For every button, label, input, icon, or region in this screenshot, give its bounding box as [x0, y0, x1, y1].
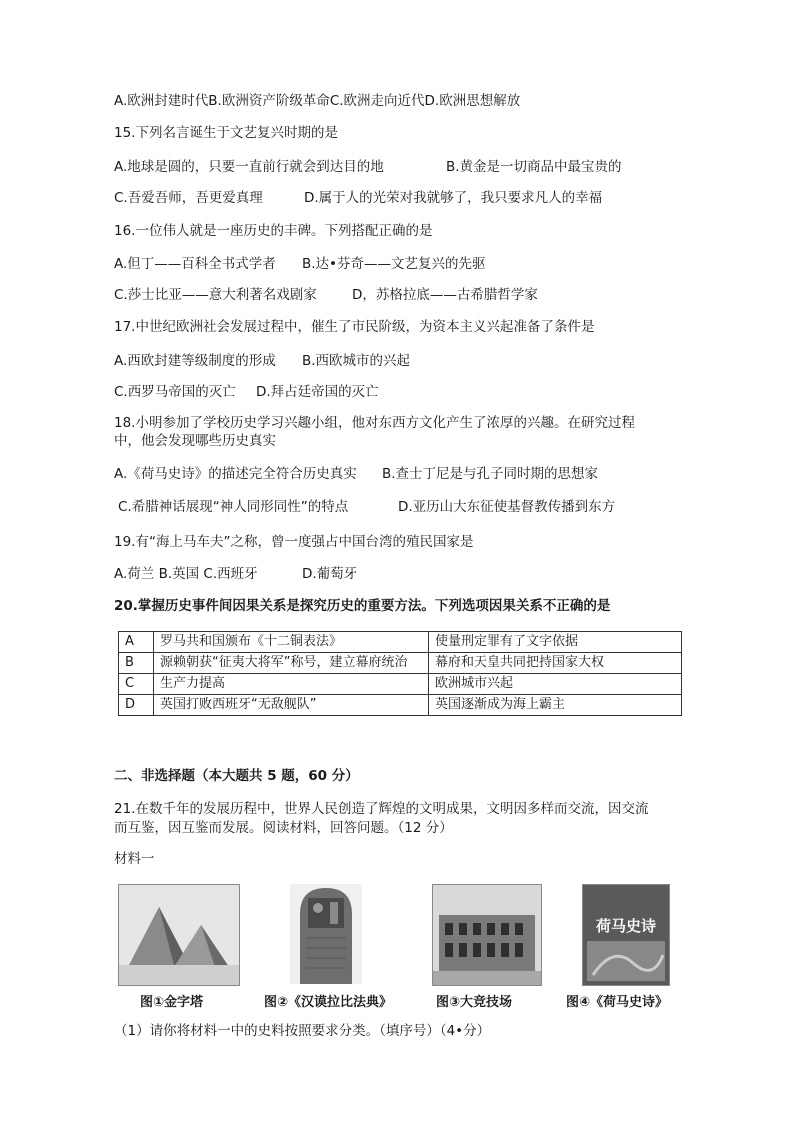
- q15-option-b: B.黄金是一切商品中最宝贵的: [446, 159, 622, 175]
- q15-option-a: A.地球是圆的，只要一直前行就会到达目的地: [114, 159, 384, 175]
- q17-option-d: D.拜占廷帝国的灭亡: [256, 384, 379, 400]
- colosseum-image: [432, 884, 542, 986]
- q20-stem: 20.掌握历史事件间因果关系是探究历史的重要方法。下列选项因果关系不正确的是: [114, 598, 611, 614]
- q15-option-c: C.吾爱吾师，吾更爱真理: [114, 190, 263, 206]
- q19-option-d: D.葡萄牙: [302, 566, 358, 582]
- q19-options-abc: A.荷兰 B.英国 C.西班牙: [114, 566, 258, 582]
- row-cause: 英国打败西班牙“无敌舰队”: [154, 695, 429, 716]
- row-cause: 源赖朝获“征夷大将军”称号，建立幕府统治: [154, 653, 429, 674]
- table-row: [119, 674, 682, 695]
- pyramid-image: [118, 884, 240, 986]
- q21-stem: 21.在数千年的发展历程中，世界人民创造了辉煌的文明成果，文明因多样而交流，因交流而互鉴，因互鉴而发展。阅读材料，回答问题。（12 分）: [114, 801, 649, 836]
- stele-image: [290, 884, 362, 984]
- material-label: 材料一: [114, 851, 155, 867]
- q20-table: [118, 631, 682, 716]
- q19-stem: 19.有“海上马车夫”之称，曾一度强占中国台湾的殖民国家是: [114, 534, 474, 550]
- q17-option-c: C.西罗马帝国的灭亡: [114, 384, 236, 400]
- q18-stem: 18.小明参加了学校历史学习兴趣小组，他对东西方文化产生了浓厚的兴趣。在研究过程中，他会发现哪些历史真实: [114, 415, 635, 449]
- figure-caption-1: 图①金字塔: [140, 995, 204, 1010]
- figure-caption-2: 图②《汉谟拉比法典》: [264, 995, 393, 1010]
- section2-heading: 二、非选择题（本大题共 5 题，60 分）: [114, 768, 359, 784]
- row-key: A: [119, 632, 154, 653]
- q18-option-b: B.查士丁尼是与孔子同时期的思想家: [382, 466, 599, 482]
- row-key: B: [119, 653, 154, 674]
- row-key: D: [119, 695, 154, 716]
- q15-option-d: D.属于人的光荣对我就够了，我只要求凡人的幸福: [304, 190, 603, 206]
- q14-options: A.欧洲封建时代B.欧洲资产阶级革命C.欧洲走向近代D.欧洲思想解放: [114, 93, 521, 109]
- row-effect: 幕府和天皇共同把持国家大权: [429, 653, 682, 674]
- row-key: C: [119, 674, 154, 695]
- q18-option-a: A.《荷马史诗》的描述完全符合历史真实: [114, 466, 357, 482]
- row-effect: 使量刑定罪有了文字依据: [429, 632, 682, 653]
- row-effect: 英国逐渐成为海上霸主: [429, 695, 682, 716]
- q21-sub1: （1）请你将材料一中的史料按照要求分类。（填序号）（4•分）: [114, 1023, 491, 1039]
- book-title: 荷马史诗: [595, 917, 656, 935]
- q15-stem: 15.下列名言诞生于文艺复兴时期的是: [114, 125, 338, 141]
- q16-stem: 16.一位伟人就是一座历史的丰碑。下列搭配正确的是: [114, 223, 433, 239]
- row-effect: 欧洲城市兴起: [429, 674, 682, 695]
- q16-option-d: D，苏格拉底——古希腊哲学家: [352, 287, 538, 303]
- table-row: [119, 695, 682, 716]
- row-cause: 罗马共和国颁布《十二铜表法》: [154, 632, 429, 653]
- row-cause: 生产力提高: [154, 674, 429, 695]
- q16-option-a: A.但丁——百科全书式学者: [114, 256, 276, 272]
- table-row: [119, 632, 682, 653]
- q16-option-b: B.达•芬奇——文艺复兴的先驱: [302, 256, 486, 272]
- homer-book-image: [582, 884, 670, 986]
- q16-option-c: C.莎士比亚——意大利著名戏剧家: [114, 287, 317, 303]
- q17-option-a: A.西欧封建等级制度的形成: [114, 353, 276, 369]
- figure-caption-4: 图④《荷马史诗》: [566, 995, 669, 1010]
- table-row: [119, 653, 682, 674]
- q18-option-d: D.亚历山大东征使基督教传播到东方: [398, 499, 616, 515]
- q17-option-b: B.西欧城市的兴起: [302, 353, 411, 369]
- q17-stem: 17.中世纪欧洲社会发展过程中，催生了市民阶级，为资本主义兴起准备了条件是: [114, 319, 595, 335]
- figure-caption-3: 图③大竞技场: [436, 995, 513, 1010]
- q18-option-c: C.希腊神话展现“神人同形同性”的特点: [118, 499, 349, 515]
